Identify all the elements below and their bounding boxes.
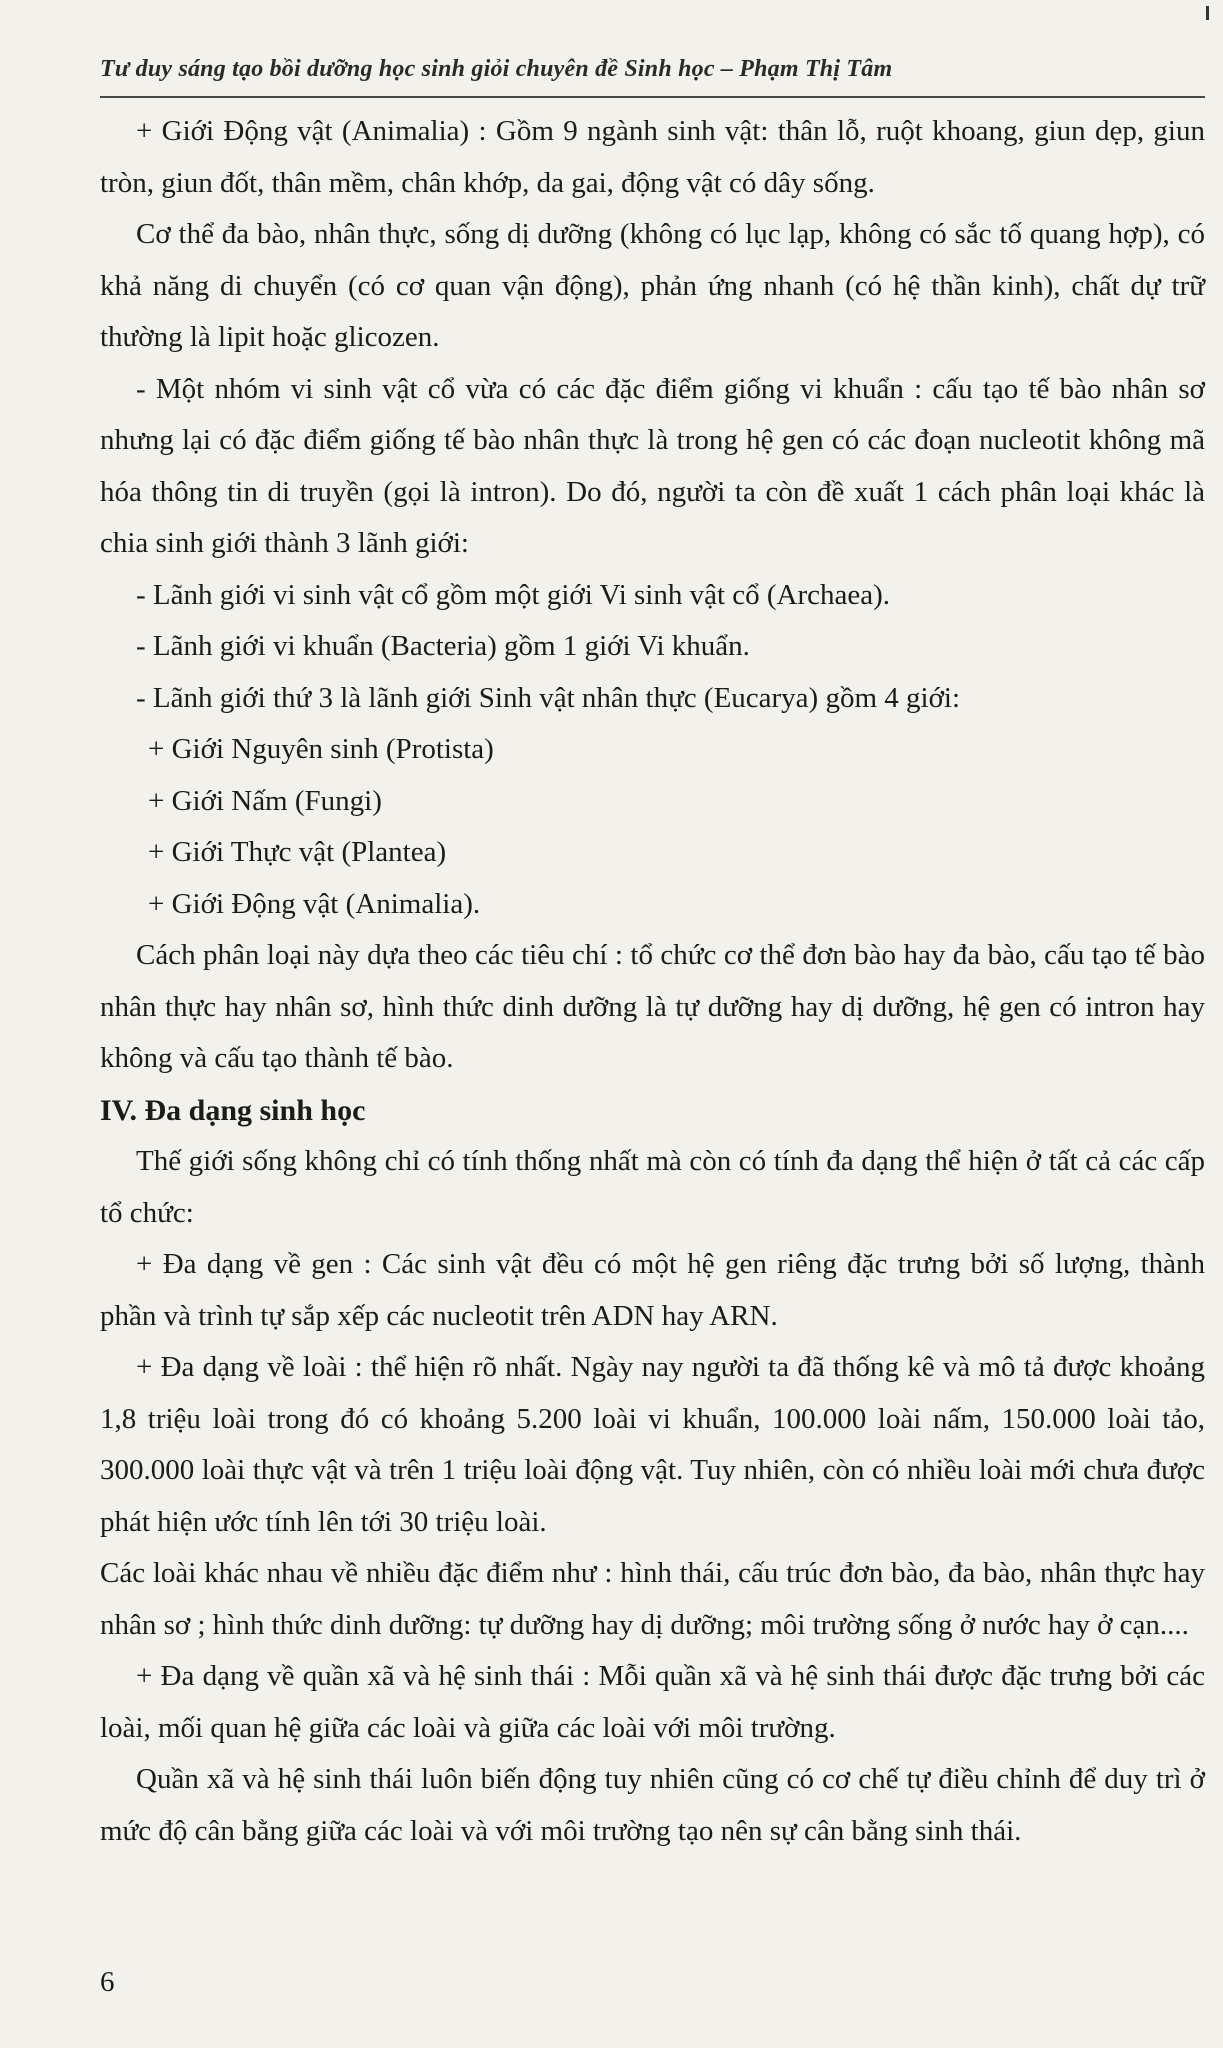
paragraph-archaea-intro: - Một nhóm vi sinh vật cổ vừa có các đặc điểm giống vi khuẩn : cấu tạo tế bào nhân sơ nhưng lại có đặc điểm giống tế bào nhân thực là trong hệ gen có các đoạn nucleotit không mã hóa thông tin di truyền (gọi là intron). Do đó, người ta còn đề xuất 1 cách phân loại khác là chia sinh giới thành 3 lãnh giới: — [100, 372, 1205, 559]
list-item-animalia: + Giới Động vật (Animalia). — [148, 887, 481, 920]
list-item-bacteria-domain: - Lãnh giới vi khuẩn (Bacteria) gồm 1 giới Vi khuẩn. — [136, 630, 750, 662]
list-item-eucarya-domain: - Lãnh giới thứ 3 là lãnh giới Sinh vật nhân thực (Eucarya) gồm 4 giới: — [136, 681, 961, 714]
section-heading-biodiversity: IV. Đa dạng sinh học — [100, 1093, 366, 1127]
paragraph-ecological-balance: Quần xã và hệ sinh thái luôn biến động tuy nhiên cũng có cơ chế tự điều chỉnh để duy trì ở mức độ cân bằng giữa các loài và với môi trường tạo nên sự cân bằng sinh thái. — [100, 1763, 1205, 1847]
paragraph-biodiversity-intro: Thế giới sống không chỉ có tính thống nhất mà còn có tính đa dạng thể hiện ở tất cả các cấp tổ chức: — [100, 1145, 1205, 1229]
paragraph-animal-traits: Cơ thể đa bào, nhân thực, sống dị dưỡng (không có lục lạp, không có sắc tố quang hợp), có khả năng di chuyển (có cơ quan vận động), phản ứng nhanh (có hệ thần kinh), chất dự trữ thường là lipit hoặc glicozen. — [100, 218, 1205, 353]
paragraph-ecosystem-diversity: + Đa dạng về quần xã và hệ sinh thái : Mỗi quần xã và hệ sinh thái được đặc trưng bởi các loài, mối quan hệ giữa các loài và giữa các loài với môi trường. — [100, 1660, 1205, 1744]
running-header: Tư duy sáng tạo bồi dưỡng học sinh giỏi chuyên đề Sinh học – Phạm Thị Tâm — [100, 56, 893, 82]
list-item-fungi: + Giới Nấm (Fungi) — [148, 784, 382, 817]
list-item-protista: + Giới Nguyên sinh (Protista) — [148, 733, 494, 765]
paragraph-gene-diversity: + Đa dạng về gen : Các sinh vật đều có một hệ gen riêng đặc trưng bởi số lượng, thành phần và trình tự sắp xếp các nucleotit trên ADN hay ARN. — [100, 1248, 1205, 1332]
list-item-plantea: + Giới Thực vật (Plantea) — [148, 836, 447, 868]
list-item-archaea-domain: - Lãnh giới vi sinh vật cổ gồm một giới Vi sinh vật cổ (Archaea). — [136, 578, 891, 611]
paragraph-animalia-kingdom: + Giới Động vật (Animalia) : Gồm 9 ngành sinh vật: thân lỗ, ruột khoang, giun dẹp, giun tròn, giun đốt, thân mềm, chân khớp, da gai, động vật có dây sống. — [100, 115, 1205, 199]
paragraph-classification-criteria: Cách phân loại này dựa theo các tiêu chí : tổ chức cơ thể đơn bào hay đa bào, cấu tạo tế bào nhân thực hay nhân sơ, hình thức dinh dưỡng là tự dưỡng hay dị dưỡng, hệ gen có intron hay không và cấu tạo thành tế bào. — [100, 939, 1205, 1074]
header-divider — [100, 96, 1205, 98]
page-edge-mark — [1206, 6, 1209, 20]
page-number: 6 — [100, 1966, 115, 1998]
paragraph-species-differences: Các loài khác nhau về nhiều đặc điểm như : hình thái, cấu trúc đơn bào, đa bào, nhân thực hay nhân sơ ; hình thức dinh dưỡng: tự dưỡng hay dị dưỡng; môi trường sống ở nước hay ở cạn.... — [100, 1557, 1205, 1641]
page-body — [100, 106, 1205, 1857]
paragraph-species-diversity: + Đa dạng về loài : thể hiện rõ nhất. Ngày nay người ta đã thống kê và mô tả được khoảng 1,8 triệu loài trong đó có khoảng 5.200 loài vi khuẩn, 100.000 loài nấm, 150.000 loài tảo, 300.000 loài thực vật và trên 1 triệu loài động vật. Tuy nhiên, còn có nhiều loài mới chưa được phát hiện ước tính lên tới 30 triệu loài. — [100, 1351, 1205, 1538]
